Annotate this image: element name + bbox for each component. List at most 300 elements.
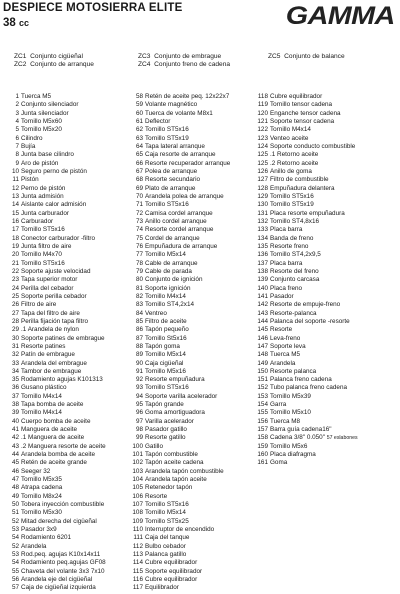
part-number: 151 [257,376,268,384]
part-number: 154 [257,401,268,409]
part-number: 55 [11,567,19,575]
part-row [122,401,230,409]
part-number: 61 [135,117,143,125]
part-row [122,443,230,451]
part-description: Goma amortiguadora [145,409,205,417]
part-row [5,93,106,101]
part-number: 145 [257,326,268,334]
part-description: Cadena 3/8" 0.050" 57 eslabones [270,434,358,442]
part-description: Tornillo M4x14 [21,409,62,417]
part-row [122,243,230,251]
displacement-value: 38 [3,17,16,29]
part-description: Resorte [270,326,293,334]
part-number: 18 [11,234,19,242]
part-number: 101 [132,451,143,459]
part-description: Tuerca M5 [270,351,301,359]
part-number: 7 [15,142,19,150]
part-row [122,101,230,109]
part-number: 131 [257,209,268,217]
part-row [122,543,230,551]
part-number: 14 [11,201,19,209]
part-number: 21 [11,259,19,267]
part-number: 29 [11,326,19,334]
part-number: 48 [11,484,19,492]
part-number: 92 [135,376,143,384]
part-number: 79 [135,267,143,275]
part-description: Tornillo M5x10 [270,409,311,417]
part-description: Tornillo M5x14 [145,251,186,259]
part-description: Pistón [21,176,39,184]
part-description: Seeger 32 [21,467,51,475]
part-number: 12 [11,184,19,192]
part-description: Deflector [145,117,171,125]
part-description: Empuñadura delantera [270,184,335,192]
part-number: 95 [135,401,143,409]
part-number: 122 [257,126,268,134]
part-row [5,559,106,567]
part-row [5,426,106,434]
part-row [122,210,230,218]
part-row [5,434,106,442]
part-row [122,310,230,318]
part-row [5,101,106,109]
part-row [5,185,106,193]
part-description: Arandela del embrague [21,359,87,367]
part-number: 10 [11,167,19,175]
part-description: Tornillo ST4,2x9,5 [270,251,321,259]
part-number: 66 [135,159,143,167]
part-row [122,409,230,417]
part-number: 40 [11,417,19,425]
part-number: 129 [257,192,268,200]
part-description: Gusano plástico [21,384,67,392]
part-row [5,526,106,534]
part-row [122,518,230,526]
part-number: 116 [132,576,143,584]
part-description: Interruptor de encendido [145,526,215,534]
part-description: Soporte perilla cebador [21,292,87,300]
part-number: 100 [132,442,143,450]
part-row [122,360,230,368]
part-number: 20 [11,251,19,259]
part-number: 159 [257,442,268,450]
part-number: 34 [11,367,19,375]
part-row [5,143,106,151]
part-row [122,384,230,392]
part-number: 52 [11,517,19,525]
part-number: 89 [135,351,143,359]
part-number: 91 [135,367,143,375]
part-number: 155 [257,409,268,417]
part-description: Tornillo ST5x16 [21,259,65,267]
model-displacement [3,17,29,29]
part-number: 63 [135,134,143,142]
part-description: Junta silenciador [21,109,69,117]
part-number: 109 [132,517,143,525]
part-number: 94 [135,392,143,400]
part-description: Soporte ignición [145,284,191,292]
part-number: 123 [257,134,268,142]
part-description: Tornillo M8x24 [21,492,62,500]
part-number: 49 [11,492,19,500]
part-description: Conjunto carcasa [270,276,320,284]
zone-label: Conjunto de balance [284,53,345,60]
part-description: Resorte cordel arranque [145,226,214,234]
displacement-unit: cc [19,18,30,28]
part-number: 43 [11,442,19,450]
part-row [5,210,106,218]
part-description: Tornillo ST5x19 [145,134,189,142]
part-number: 53 [11,526,19,534]
part-description: Placa barra [270,226,303,234]
part-number: 119 [257,101,268,109]
part-number: 115 [132,567,143,575]
part-number: 134 [257,234,268,242]
part-row [240,343,358,351]
part-row [122,534,230,542]
part-description: Palanca gatillo [145,551,187,559]
part-description: .1 Retorno aceite [270,151,319,159]
zone-code: ZC3 [138,53,151,60]
part-row [240,393,358,401]
part-number: 71 [135,201,143,209]
part-description: Empuñadura de arranque [145,242,218,250]
part-description: Conector carburador -filtro [21,234,96,242]
part-row [5,351,106,359]
part-description: Resorte empuñadura [145,376,205,384]
part-row [5,251,106,259]
part-description: Cilindro [21,134,43,142]
part-row [5,268,106,276]
part-row [122,93,230,101]
part-number: 60 [135,109,143,117]
part-description: Tornillo M5x20 [21,126,62,134]
part-description: Soporte conducto combustible [270,142,356,150]
part-row [5,318,106,326]
zone-label: Conjunto de embrague [154,53,222,60]
part-row [5,226,106,234]
part-description: Cubre equilibrador [270,93,323,100]
part-description: Banda de freno [270,234,314,242]
part-number: 74 [135,226,143,234]
part-row [240,276,358,284]
part-row [5,443,106,451]
part-row [122,568,230,576]
part-row [240,126,358,134]
part-description: Polea de arranque [145,167,198,175]
part-row [122,185,230,193]
part-row [240,310,358,318]
part-description: Camisa cordel arranque [145,209,213,217]
part-description: Placa resorte empuñadura [270,209,345,217]
part-description: Resorte patines [21,342,66,350]
part-description: Tuerca M8 [270,417,301,425]
part-number: 77 [135,251,143,259]
part-description: .2 Manguera resorte de aceite [21,442,106,450]
part-number: 56 [11,576,19,584]
part-row [122,584,230,592]
part-row [240,418,358,426]
part-description: Tornillo ST5x16 [145,384,189,392]
part-number: 128 [257,184,268,192]
part-number: 4 [15,117,19,125]
part-description: Tapón grande [145,401,184,409]
part-description: Tornillo M5x14 [145,351,186,359]
zone-code: ZC1 [14,53,27,60]
part-description: Filtro de aceite [145,317,187,325]
part-row [122,193,230,201]
part-row [122,418,230,426]
part-number: 30 [11,334,19,342]
part-number: 88 [135,342,143,350]
zone-label: Conjunto freno de cadena [154,61,231,68]
part-description: Tuerca M5 [21,93,52,100]
part-row [5,393,106,401]
part-number: 38 [11,401,19,409]
part-row [240,193,358,201]
part-number: 39 [11,409,19,417]
part-row [240,360,358,368]
part-description: Junta filtro de aire [21,242,72,250]
part-description: Tapón combustible [145,451,198,459]
zone-zc1 [14,53,83,61]
zone-legend [0,53,400,77]
part-row [240,176,358,184]
part-description: Resorte recuperador arranque [145,159,231,167]
parts-column-3 [240,93,358,468]
part-description: Enganche tensor cadena [270,109,341,117]
part-description: Manguera de aceite [21,426,78,434]
part-description: Rodamiento peq.agujas GF08 [21,559,106,567]
part-description: Conjunto de ignición [145,276,203,284]
part-number: 82 [135,292,143,300]
part-number: 59 [135,101,143,109]
part-row [5,218,106,226]
part-row [5,276,106,284]
part-number: 19 [11,242,19,250]
part-row [122,235,230,243]
part-row [240,101,358,109]
part-number: 35 [11,376,19,384]
part-row [5,243,106,251]
part-number: 149 [257,359,268,367]
part-row [122,326,230,334]
part-number: 157 [257,426,268,434]
part-description: Resorte gatillo [145,434,186,442]
part-row [240,160,358,168]
part-description: Caja cigüeñal [145,359,184,367]
zone-code: ZC4 [138,61,151,68]
part-description: Tornillo ST5x16 [145,201,189,209]
part-number: 142 [257,301,268,309]
part-description: Barra guía cadena16" [270,426,332,434]
zone-zc4 [138,61,230,69]
part-row [5,384,106,392]
part-description: Resorte secundario [145,176,201,184]
part-row [5,301,106,309]
parts-column-1 [5,93,106,593]
part-row [122,168,230,176]
zone-code: ZC5 [268,53,281,60]
part-number: 125 [257,159,268,167]
part-description: Arandela eje del cigüeñal [21,576,93,584]
part-description: Tornillo M5x16 [145,367,186,375]
part-row [122,351,230,359]
part-row [5,343,106,351]
part-description: Palanca del soporte -resorte [270,317,350,325]
part-description: Cordel de arranque [145,234,200,242]
part-number: 96 [135,409,143,417]
part-description: Tapa superior motor [21,276,78,284]
part-row [122,526,230,534]
part-number: 160 [257,451,268,459]
part-row [5,151,106,159]
part-description: Tornillo M5x14 [145,509,186,517]
part-number: 1 [15,93,19,100]
part-number: 105 [132,484,143,492]
part-row [122,484,230,492]
part-number: 147 [257,342,268,350]
part-description: Pasador 3x9 [21,526,57,534]
part-row [240,235,358,243]
part-description: Perno de pistón [21,184,66,192]
part-number: 132 [257,217,268,225]
part-number: 13 [11,192,19,200]
zone-label: Conjunto de arranque [30,61,94,68]
part-description: Soporte tensor cadena [270,117,335,125]
part-number: 158 [257,434,268,442]
chain-links-note: 57 eslabones [326,435,358,442]
part-number: 146 [257,334,268,342]
part-number: 144 [257,317,268,325]
part-description: Goma [270,459,288,467]
part-description: Bulbo cebador [145,542,186,550]
part-description: Venteo aceite [270,134,309,142]
part-number: 15 [11,209,19,217]
part-row [122,576,230,584]
part-description: Arandela tapón aceite [145,476,207,484]
part-row [122,226,230,234]
part-number: 65 [135,151,143,159]
part-description: Soporte equilibrador [145,567,203,575]
part-description: Tapón goma [145,342,180,350]
part-description: Resorte del freno [270,267,319,275]
part-row [5,193,106,201]
part-row [5,459,106,467]
part-row [122,468,230,476]
part-description: Retén de aceite peq. 12x22x7 [145,93,230,100]
part-number: 139 [257,276,268,284]
part-number: 86 [135,326,143,334]
part-number: 53 [11,551,19,559]
part-number: 120 [257,109,268,117]
part-row [240,368,358,376]
part-description: Resorte-palanca [270,309,317,317]
part-row [240,293,358,301]
part-row [122,251,230,259]
part-number: 22 [11,267,19,275]
part-row [240,326,358,334]
part-description: Caja del tanque [145,534,190,542]
part-row [240,285,358,293]
part-row [5,201,106,209]
part-description: Volante magnético [145,101,198,109]
part-description: .1 Arandela de nylon [21,326,79,334]
part-description: Atrapa cadena [21,484,63,492]
part-description: Junta base cilindro [21,151,74,159]
part-row [5,576,106,584]
part-description: Carburador [21,217,54,225]
part-number: 54 [11,534,19,542]
part-number: 8 [15,151,19,159]
part-row [5,160,106,168]
part-row [240,401,358,409]
part-description: Tornillo M5x6 [270,442,308,450]
part-number: 104 [132,476,143,484]
part-description: Arandela tapón combustible [145,467,224,475]
part-number: 112 [132,542,143,550]
part-description: Rod.peq. agujas K10x14x11 [21,551,101,559]
part-description: Tornillo M5x30 [21,509,62,517]
part-number: 110 [132,526,143,534]
parts-column-2 [122,93,230,593]
brand-logo: GAMMA [286,2,395,30]
part-number: 153 [257,392,268,400]
part-description: Soporte varilla acelerador [145,392,218,400]
part-row [240,243,358,251]
part-row [240,210,358,218]
parts-list [0,93,400,593]
part-row [122,126,230,134]
part-number: 140 [257,284,268,292]
part-description: Gatillo [145,442,163,450]
part-row [122,151,230,159]
part-number: 81 [135,284,143,292]
part-number: 118 [257,93,268,100]
part-description: Retenedor tapón [145,484,193,492]
part-number: 102 [132,459,143,467]
zone-zc3 [138,53,221,61]
document-title: DESPIECE MOTOSIERRA ELITE [3,2,183,14]
part-row [122,459,230,467]
part-row [5,376,106,384]
part-number: 84 [135,309,143,317]
part-row [122,285,230,293]
part-description: Perilla fijación tapa filtro [21,317,88,325]
part-description: Seguro perno de pistón [21,167,87,175]
part-row [240,168,358,176]
part-description: .1 Manguera de aceite [21,434,85,442]
part-description: Placa diafragma [270,451,316,459]
part-number: 83 [135,301,143,309]
part-description: Pasador [270,292,294,300]
part-row [240,268,358,276]
part-description: Cubre equilibrador [145,576,198,584]
part-row [240,434,358,442]
part-description: Tornillo M4x70 [21,251,62,259]
part-number: 11 [12,176,19,184]
part-description: Placa barra [270,259,303,267]
part-number: 41 [11,426,19,434]
part-description: Bujía [21,142,36,150]
part-number: 26 [11,301,19,309]
part-row [5,484,106,492]
part-description: Arandela [270,359,296,367]
part-row [5,285,106,293]
part-description: Cable de arranque [145,259,198,267]
part-row [240,201,358,209]
part-description: Tornillo M4x14 [145,292,186,300]
